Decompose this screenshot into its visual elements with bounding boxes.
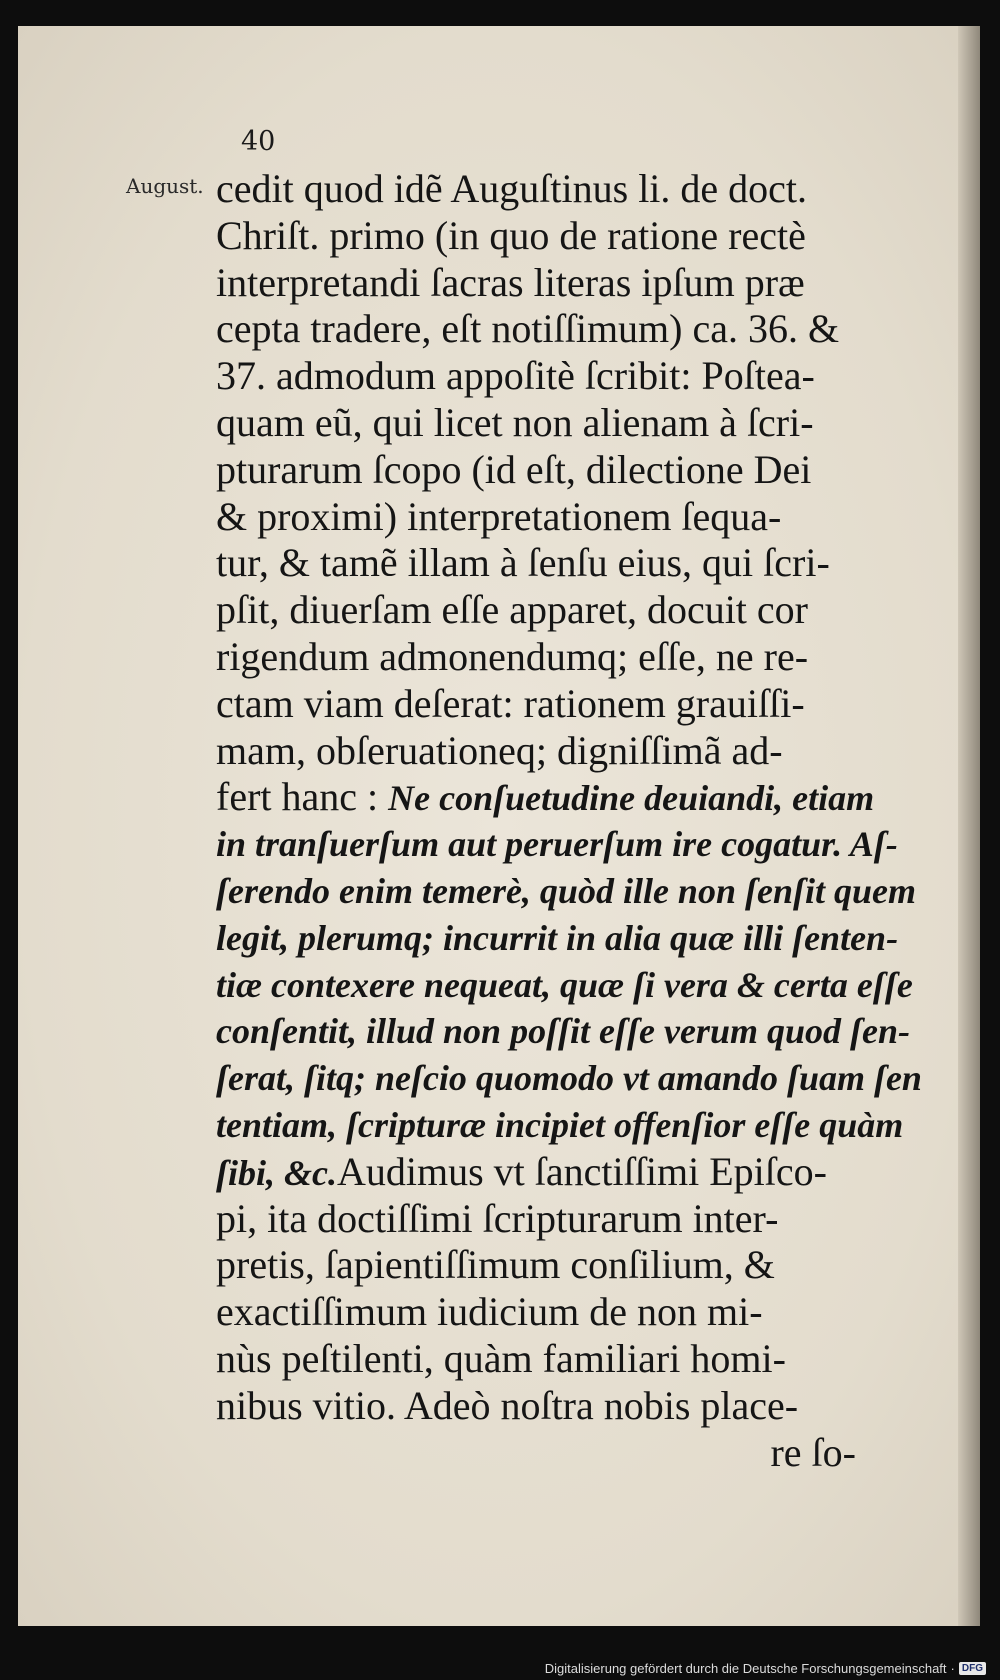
text-line: pturarum ſcopo (id eſt, dilectione Dei (216, 446, 812, 492)
italic-quote-line: in tranſuerſum aut peruerſum ire cogatur. Aſ- (216, 824, 898, 865)
text-line: nùs peſtilenti, quàm familiari homi- (216, 1335, 786, 1381)
page-number: 40 (241, 126, 276, 157)
italic-quote-line: ſerat, ſitq; neſcio quomodo vt amando ſuam ſen (216, 1058, 922, 1099)
mixed-line (216, 1149, 946, 1196)
catchword: re ſo- (770, 1429, 856, 1475)
italic-quote-line: tiæ contexere nequeat, quæ ſi vera & certa eſſe (216, 964, 913, 1005)
text-line: & proximi) interpretationem ſequa- (216, 493, 782, 539)
digitization-credit: Digitalisierung gefördert durch die Deutsche Forschungsgemeinschaft · DFG (545, 1661, 986, 1676)
marginal-note: August. (126, 174, 204, 198)
text-line: exactiſſimum iudicium de non mi- (216, 1289, 763, 1335)
italic-quote-line: conſentit, illud non poſſit eſſe verum quod ſen- (216, 1011, 910, 1052)
italic-quote: ſibi, &c. (216, 1152, 337, 1193)
italic-quote-line: legit, plerumq; incurrit in alia quæ illi ſenten- (216, 917, 899, 958)
text-line: rigendum admonendumq; eſſe, ne re- (216, 633, 809, 679)
text-line: pretis, ſapientiſſimum conſilium, & (216, 1242, 775, 1288)
page-gutter (958, 26, 980, 1626)
mixed-line (216, 774, 946, 821)
text-line: nibus vitio. Adeò noſtra nobis place- (216, 1382, 799, 1428)
text-line: pi, ita doctiſſimi ſcripturarum inter- (216, 1195, 779, 1241)
text-line: 37. admodum appoſitè ſcribit: Poſtea- (216, 353, 815, 399)
text-line: cepta tradere, eſt notiſſimum) ca. 36. & (216, 306, 840, 352)
italic-quote-line: tentiam, ſcripturæ incipiet offenſior eſſe quàm (216, 1104, 904, 1145)
italic-quote-line: ſerendo enim temerè, quòd ille non ſenſit quem (216, 870, 916, 911)
text-line: cedit quod idẽ Auguſtinus li. de doct. (216, 166, 808, 211)
text-line: tur, & tamẽ illam à ſenſu eius, qui ſcri- (216, 540, 830, 586)
roman-text: Audimus vt ſanctiſſimi Epiſco- (336, 1148, 827, 1194)
italic-quote: Ne conſuetudine deuiandi, etiam (388, 778, 875, 819)
text-line: Chriſt. primo (in quo de ratione rectè (216, 212, 806, 258)
text-line: quam eũ, qui licet non alienam à ſcri- (216, 399, 814, 445)
text-line: interpretandi ſacras literas ipſum præ (216, 259, 805, 305)
body-text (216, 166, 946, 1476)
text-line: ctam viam deſerat: rationem grauiſſi- (216, 680, 805, 726)
book-page (18, 26, 980, 1626)
roman-text: fert hanc : (216, 774, 389, 820)
dfg-logo-icon: DFG (959, 1662, 986, 1675)
text-line: pſit, diuerſam eſſe apparet, docuit cor (216, 587, 808, 633)
credit-text: Digitalisierung gefördert durch die Deutsche Forschungsgemeinschaft (544, 1661, 947, 1676)
text-line: mam, obſeruationeq; digniſſimã ad- (216, 727, 783, 773)
